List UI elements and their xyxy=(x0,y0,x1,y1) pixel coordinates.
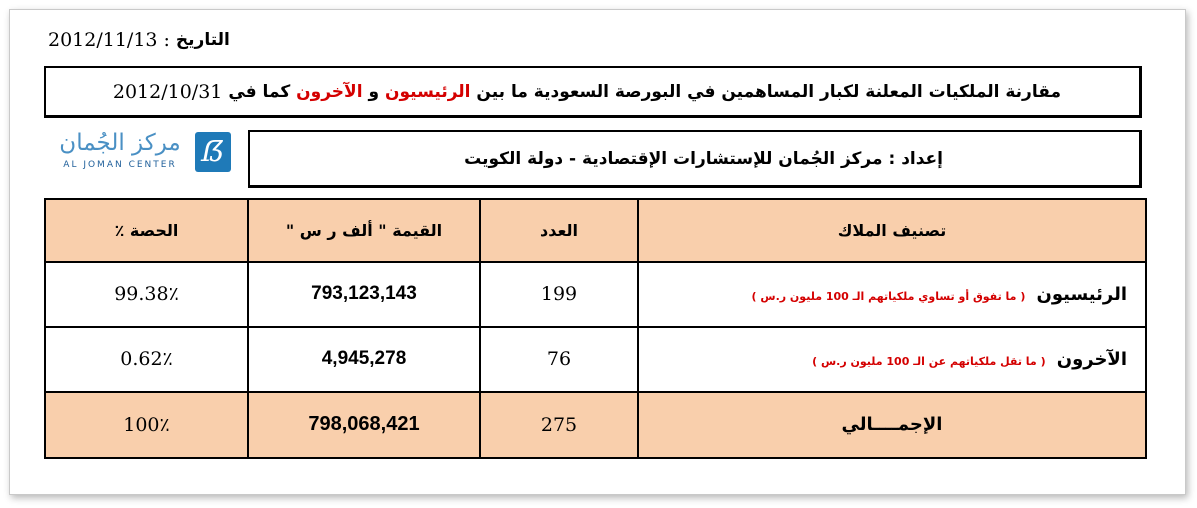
title-conj: و xyxy=(368,81,380,102)
prepared-by-value: مركز الجُمان للإستشارات الإقتصادية - دولة الكويت xyxy=(464,148,883,169)
date-label: التاريخ xyxy=(175,30,230,50)
value-amount: 793,123,143 xyxy=(311,283,417,305)
prepared-by-separator: : xyxy=(888,148,896,169)
prepared-by xyxy=(248,130,1142,188)
total-count: 275 xyxy=(540,413,578,436)
row-name: الرئيسيون xyxy=(1036,283,1127,305)
total-label: الإجمــــالي xyxy=(841,414,943,436)
al-joman-logo xyxy=(48,130,236,178)
row-value xyxy=(248,327,480,392)
row-share xyxy=(45,262,248,327)
count-value: 199 xyxy=(540,283,578,306)
value-amount: 4,945,278 xyxy=(321,348,407,370)
total-count-cell xyxy=(480,392,638,458)
row-note: ( ما تقل ملكياتهم عن الـ 100 مليون ر.س ) xyxy=(812,354,1046,368)
logo-english-text: AL JOMAN CENTER xyxy=(63,160,177,170)
total-share-cell xyxy=(45,392,248,458)
date-value: 2012/11/13 xyxy=(48,29,158,51)
header-count: العدد xyxy=(480,199,638,262)
row-share xyxy=(45,327,248,392)
table-row xyxy=(45,327,1146,392)
row-classification xyxy=(638,262,1146,327)
table-row xyxy=(45,262,1146,327)
row-count xyxy=(480,262,638,327)
report-title xyxy=(44,66,1142,118)
total-share: 100٪ xyxy=(123,413,170,436)
report-date xyxy=(48,27,230,53)
title-part2: كما في xyxy=(228,81,291,102)
header-share: الحصة ٪ xyxy=(45,199,248,262)
logo-arabic-text: مركز الجُمان xyxy=(59,130,181,156)
total-value-cell xyxy=(248,392,480,458)
row-value xyxy=(248,262,480,327)
header-value: القيمة " ألف ر س " xyxy=(248,199,480,262)
header-classification: تصنيف الملاك xyxy=(638,199,1146,262)
row-note: ( ما تفوق أو تساوي ملكياتهم الـ 100 مليون ر.س ) xyxy=(751,289,1026,303)
table-header-row xyxy=(45,199,1146,262)
title-date: 2012/10/31 xyxy=(112,80,223,103)
total-value: 798,068,421 xyxy=(308,413,420,436)
ownership-table xyxy=(44,198,1147,459)
title-others: الآخرون xyxy=(296,81,363,102)
date-separator: : xyxy=(163,29,170,51)
count-value: 76 xyxy=(546,348,572,371)
title-major: الرئيسيون xyxy=(384,81,471,102)
row-name: الآخرون xyxy=(1056,348,1127,370)
total-label-cell xyxy=(638,392,1146,458)
share-value: 0.62٪ xyxy=(120,348,173,371)
table-total-row xyxy=(45,392,1146,458)
prepared-by-label: إعداد xyxy=(901,148,943,169)
title-part1: مقارنة الملكيات المعلنة لكبار المساهمين في البورصة السعودية ما بين xyxy=(476,81,1061,102)
row-count xyxy=(480,327,638,392)
logo-mark-icon: ẞ xyxy=(195,132,231,172)
share-value: 99.38٪ xyxy=(114,283,179,306)
row-classification xyxy=(638,327,1146,392)
